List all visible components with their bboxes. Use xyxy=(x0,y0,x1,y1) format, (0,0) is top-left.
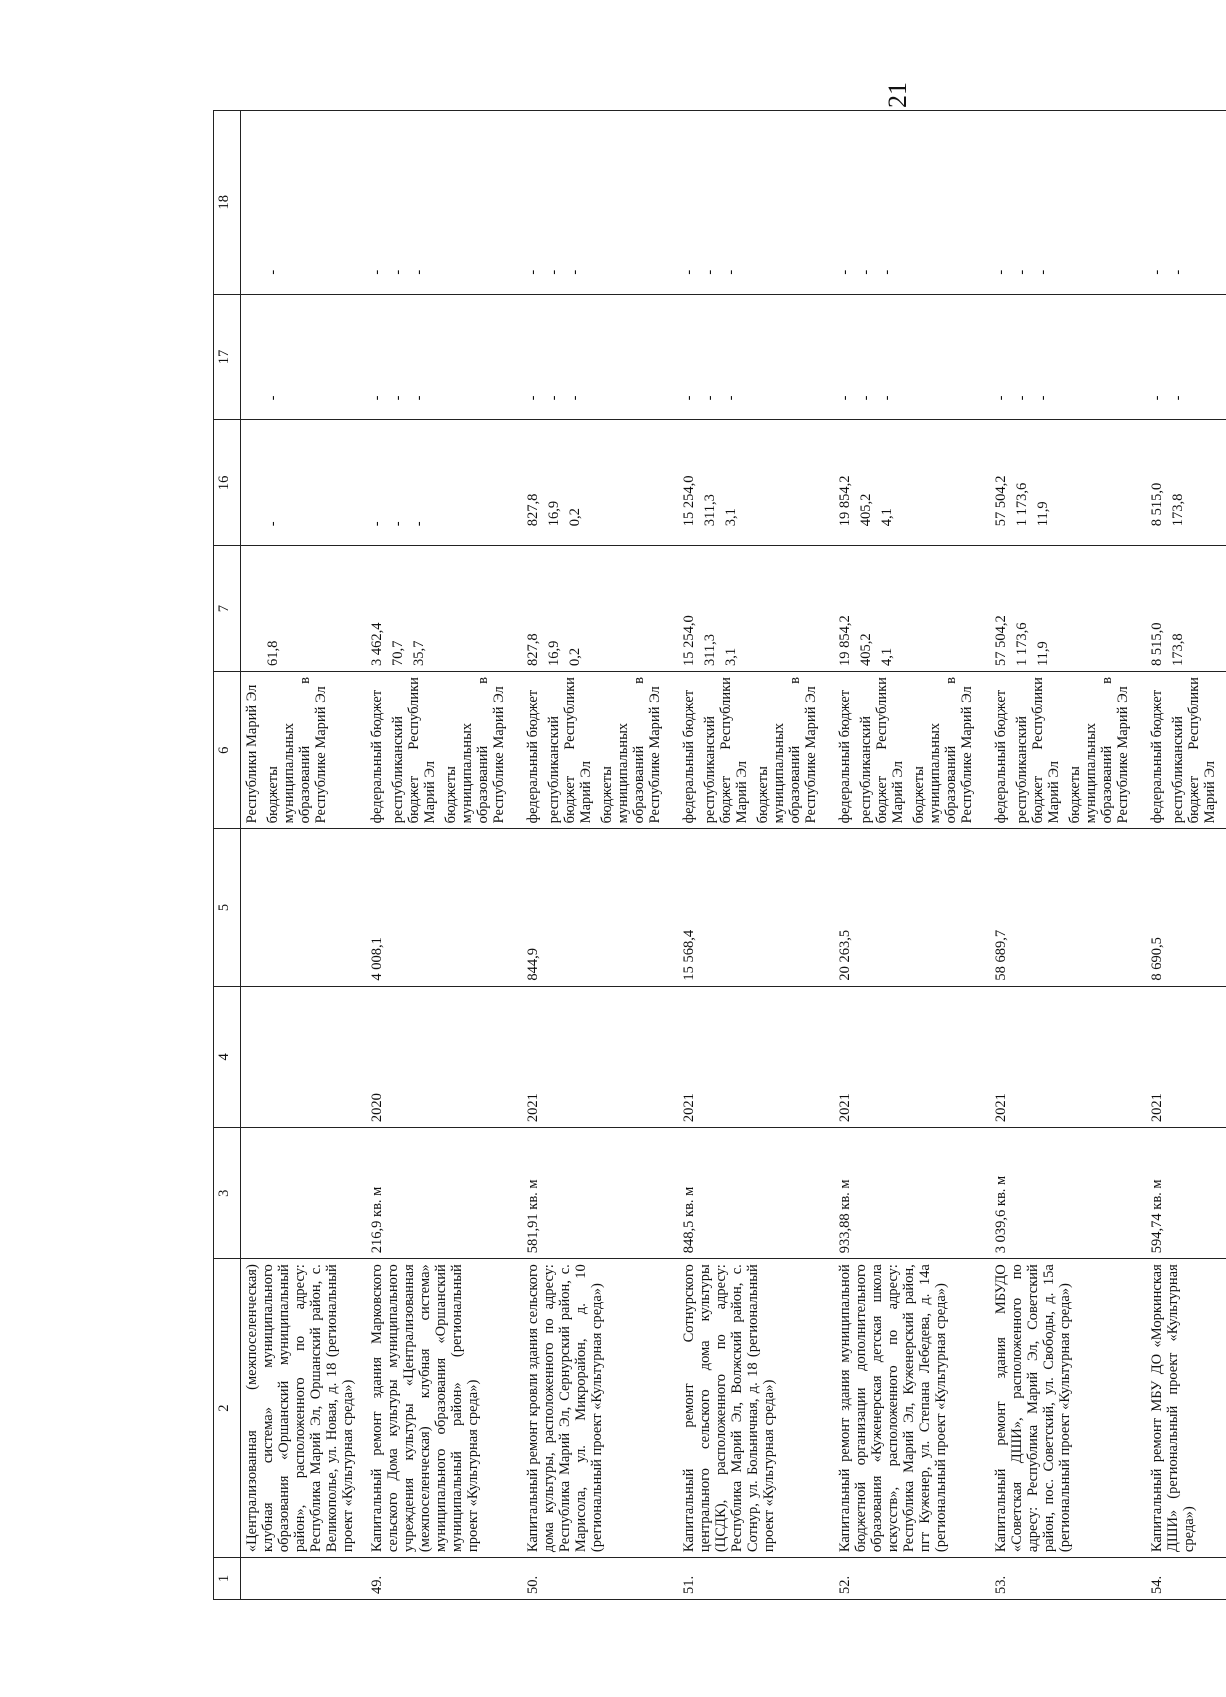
col17-cell xyxy=(241,294,360,420)
col18-cell xyxy=(827,111,983,295)
page-number: 21 xyxy=(883,82,912,108)
amount-value: 311,3 xyxy=(702,633,718,667)
col16-cell xyxy=(241,420,360,546)
amount-value: - xyxy=(390,269,406,275)
amount-value: - xyxy=(525,395,541,401)
year-cell: 2021 xyxy=(827,986,983,1128)
funding-source: бюджеты муниципальных образований в Республике Марий Эл xyxy=(1067,677,1131,824)
funding-source: федеральный бюджет xyxy=(1149,689,1165,824)
area-cell: 933,88 кв. м xyxy=(827,1128,983,1259)
amount-value: 16,9 xyxy=(546,500,562,527)
header-cell: 5 xyxy=(214,829,241,986)
amount-value: 3,1 xyxy=(723,647,739,667)
amount-value xyxy=(244,551,260,666)
amount-value: - xyxy=(390,521,406,527)
row-number-cell: 49. xyxy=(359,1558,515,1600)
funding-source: Республики Марий Эл xyxy=(244,684,260,824)
amount-value: 11,9 xyxy=(1035,641,1051,667)
col18-cell xyxy=(515,111,671,295)
amount-value: 405,2 xyxy=(858,493,874,527)
amount-value: 35,7 xyxy=(411,640,427,667)
amount-value: - xyxy=(525,269,541,275)
funding-source: федеральный бюджет xyxy=(525,689,541,824)
col18-cell xyxy=(1139,111,1226,295)
amount-value: 1 173,6 xyxy=(1014,622,1030,667)
amount-value: - xyxy=(993,269,1009,275)
year-cell: 2021 xyxy=(515,986,671,1128)
cost-cell xyxy=(241,829,360,986)
header-cell: 4 xyxy=(214,986,241,1128)
funding-source: республиканский бюджет Республики Марий Эл xyxy=(702,677,750,824)
header-cell: 17 xyxy=(214,294,241,420)
col16-cell xyxy=(827,420,983,546)
amount-value: - xyxy=(1149,269,1165,275)
amount-value: - xyxy=(1035,269,1051,275)
amount-value: 173,8 xyxy=(1170,493,1186,527)
header-cell: 16 xyxy=(214,420,241,546)
col16-cell xyxy=(671,420,827,546)
description-cell: Капитальный ремонт кровли здания сельского дома культуры, расположенного по адресу: Республика Марий Эл, Сернурский район, с. Марисола, ул. Микрорайон, д. 10 (региональный проект «Культурная среда») xyxy=(515,1259,671,1558)
amount-value: - xyxy=(411,521,427,527)
amount-value: - xyxy=(265,269,281,275)
amount-value: - xyxy=(369,395,385,401)
cost-cell: 4 008,1 xyxy=(359,829,515,986)
amount-value: 311,3 xyxy=(702,494,718,527)
amount-value: 8 515,0 xyxy=(1149,622,1165,667)
funding-source: бюджеты муниципальных образований в Республике Марий Эл xyxy=(911,677,975,824)
amount-value: 827,8 xyxy=(525,633,541,667)
header-cell: 3 xyxy=(214,1128,241,1259)
amount-value: - xyxy=(1170,395,1186,401)
funding-source: бюджеты муниципальных образований в Республике Марий Эл xyxy=(443,677,507,824)
funding-source: федеральный бюджет xyxy=(681,689,697,824)
area-cell xyxy=(241,1128,360,1259)
funding-source: республиканский бюджет Республики Марий Эл xyxy=(1170,677,1218,824)
amount-value xyxy=(244,425,260,540)
row-number-cell: 52. xyxy=(827,1558,983,1600)
amount-value: - xyxy=(1149,395,1165,401)
amount-value: - xyxy=(369,521,385,527)
amount-value: - xyxy=(1035,395,1051,401)
col18-cell xyxy=(983,111,1139,295)
table-header xyxy=(214,111,241,1600)
table-body xyxy=(241,111,1226,1600)
area-cell: 216,9 кв. м xyxy=(359,1128,515,1259)
cost-cell: 20 263,5 xyxy=(827,829,983,986)
amount-value: 70,7 xyxy=(390,640,406,667)
col7-cell xyxy=(1139,546,1226,672)
table-row xyxy=(515,111,671,1600)
amount-value: - xyxy=(265,395,281,401)
year-cell: 2021 xyxy=(671,986,827,1128)
col17-cell xyxy=(827,294,983,420)
year-cell: 2021 xyxy=(1139,986,1226,1128)
amount-value: - xyxy=(567,395,583,401)
year-cell: 2021 xyxy=(983,986,1139,1128)
funding-source: бюджеты муниципальных образований в Республике Марий Эл xyxy=(599,677,663,824)
col7-cell xyxy=(671,546,827,672)
row-number-cell: 50. xyxy=(515,1558,671,1600)
amount-value: 1 173,6 xyxy=(1014,482,1030,527)
amount-value: - xyxy=(546,269,562,275)
amount-value: - xyxy=(681,395,697,401)
col16-cell xyxy=(1139,420,1226,546)
col18-cell xyxy=(241,111,360,295)
col7-cell xyxy=(827,546,983,672)
amount-value: - xyxy=(1014,395,1030,401)
amount-value: 405,2 xyxy=(858,633,874,667)
amount-value: - xyxy=(567,269,583,275)
funding-source: республиканский бюджет Республики Марий Эл xyxy=(1014,677,1062,824)
area-cell: 594,74 кв. м xyxy=(1139,1128,1226,1259)
col17-cell xyxy=(515,294,671,420)
amount-value: 0,2 xyxy=(567,647,583,667)
amount-value: - xyxy=(702,269,718,275)
amount-value: 57 504,2 xyxy=(993,615,1009,667)
amount-value: 19 854,2 xyxy=(837,615,853,667)
funding-source: федеральный бюджет xyxy=(993,689,1009,824)
amount-value: - xyxy=(369,269,385,275)
cost-cell: 58 689,7 xyxy=(983,829,1139,986)
table-row xyxy=(1139,111,1226,1600)
amount-value: 4,1 xyxy=(879,647,895,667)
sources-cell xyxy=(827,672,983,829)
amount-value: - xyxy=(1170,269,1186,275)
sources-cell xyxy=(983,672,1139,829)
amount-value: - xyxy=(546,395,562,401)
year-cell xyxy=(241,986,360,1128)
amount-value: - xyxy=(681,269,697,275)
amount-value xyxy=(244,300,260,415)
amount-value: 57 504,2 xyxy=(993,475,1009,527)
budget-table xyxy=(213,110,1226,1600)
col18-cell xyxy=(671,111,827,295)
col17-cell xyxy=(671,294,827,420)
header-cell: 2 xyxy=(214,1259,241,1558)
sources-cell xyxy=(359,672,515,829)
funding-source: республиканский бюджет Республики Марий Эл xyxy=(858,677,906,824)
col16-cell xyxy=(359,420,515,546)
col7-cell xyxy=(241,546,360,672)
amount-value: 15 254,0 xyxy=(681,475,697,527)
col16-cell xyxy=(983,420,1139,546)
row-number-cell xyxy=(241,1558,360,1600)
description-cell: «Централизованная (межпоселенческая) клубная система» муниципального образования «Оршанский муниципальный район», расположенного по адресу: Республика Марий Эл, Оршанский район, с. Великополье, ул. Новая, д. 18 (региональный проект «Культурная среда») xyxy=(241,1259,360,1558)
header-cell: 6 xyxy=(214,672,241,829)
col17-cell xyxy=(359,294,515,420)
description-cell: Капитальный ремонт здания муниципальной бюджетной организации дополнительного образования «Куженерская детская школа искусств», расположенного по адресу: Республика Марий Эл, Куженерский район, пгт Куженер, ул. Степана Лебедева, д. 14а (региональный проект «Культурная среда») xyxy=(827,1259,983,1558)
amount-value: 3,1 xyxy=(723,508,739,527)
funding-source: республиканский бюджет Республики Марий Эл xyxy=(390,677,438,824)
amount-value: 61,8 xyxy=(265,640,281,667)
sources-cell xyxy=(671,672,827,829)
description-cell: Капитальный ремонт МБУ ДО «Моркинская ДШИ» (региональный проект «Культурная среда») xyxy=(1139,1259,1226,1558)
cost-cell: 8 690,5 xyxy=(1139,829,1226,986)
amount-value: - xyxy=(858,395,874,401)
header-cell: 1 xyxy=(214,1558,241,1600)
amount-value: 0,2 xyxy=(567,508,583,527)
funding-source: бюджеты муниципальных образований в Республике Марий Эл xyxy=(755,677,819,824)
amount-value: - xyxy=(879,269,895,275)
amount-value: 16,9 xyxy=(546,640,562,667)
year-cell: 2020 xyxy=(359,986,515,1128)
table-row xyxy=(671,111,827,1600)
amount-value: - xyxy=(390,395,406,401)
table-row xyxy=(827,111,983,1600)
amount-value: - xyxy=(837,269,853,275)
col16-cell xyxy=(515,420,671,546)
amount-value: - xyxy=(723,395,739,401)
cost-cell: 844,9 xyxy=(515,829,671,986)
amount-value: - xyxy=(702,395,718,401)
description-cell: Капитальный ремонт здания Марковского сельского Дома культуры муниципального учреждения культуры «Централизованная (межпоселенческая) клубная система» муниципального образования «Оршанский муниципальный район» (региональный проект «Культурная среда») xyxy=(359,1259,515,1558)
amount-value: 15 254,0 xyxy=(681,615,697,667)
area-cell: 3 039,6 кв. м xyxy=(983,1128,1139,1259)
sources-cell xyxy=(241,672,360,829)
amount-value: 19 854,2 xyxy=(837,475,853,527)
col7-cell xyxy=(359,546,515,672)
amount-value xyxy=(244,116,260,289)
funding-source: федеральный бюджет xyxy=(837,689,853,824)
cost-cell: 15 568,4 xyxy=(671,829,827,986)
amount-value: - xyxy=(265,521,281,527)
amount-value: - xyxy=(879,395,895,401)
table-row-continuation xyxy=(241,111,360,1600)
amount-value: 8 515,0 xyxy=(1149,482,1165,527)
sources-cell xyxy=(515,672,671,829)
col18-cell xyxy=(359,111,515,295)
funding-source: бюджеты муниципальных образований в Республике Марий Эл xyxy=(265,677,329,824)
funding-source: республиканский бюджет Республики Марий Эл xyxy=(546,677,594,824)
amount-value: - xyxy=(993,395,1009,401)
header-cell: 18 xyxy=(214,111,241,295)
table-row xyxy=(359,111,515,1600)
amount-value: - xyxy=(411,269,427,275)
amount-value: - xyxy=(1014,269,1030,275)
area-cell: 581,91 кв. м xyxy=(515,1128,671,1259)
area-cell: 848,5 кв. м xyxy=(671,1128,827,1259)
amount-value: 11,9 xyxy=(1035,501,1051,527)
col17-cell xyxy=(983,294,1139,420)
amount-value: 173,8 xyxy=(1170,633,1186,667)
col7-cell xyxy=(515,546,671,672)
col7-cell xyxy=(983,546,1139,672)
amount-value: - xyxy=(411,395,427,401)
description-cell: Капитальный ремонт здания МБУДО «Советская ДШИ», расположенного по адресу: Республика Марий Эл, Советский район, пос. Советский, ул. Свободы, д. 15а (региональный проект «Культурная среда») xyxy=(983,1259,1139,1558)
row-number-cell: 51. xyxy=(671,1558,827,1600)
row-number-cell: 54. xyxy=(1139,1558,1226,1600)
funding-source: федеральный бюджет xyxy=(369,689,385,824)
amount-value: - xyxy=(837,395,853,401)
rotated-table-container xyxy=(213,110,1218,1600)
table-row xyxy=(983,111,1139,1600)
col17-cell xyxy=(1139,294,1226,420)
amount-value: - xyxy=(858,269,874,275)
header-cell: 7 xyxy=(214,546,241,672)
amount-value: - xyxy=(723,269,739,275)
amount-value: 3 462,4 xyxy=(369,622,385,667)
sources-cell xyxy=(1139,672,1226,829)
row-number-cell: 53. xyxy=(983,1558,1139,1600)
amount-value: 4,1 xyxy=(879,508,895,527)
amount-value: 827,8 xyxy=(525,493,541,527)
description-cell: Капитальный ремонт Сотнурского центрального сельского дома культуры (ЦСДК), расположенного по адресу: Республика Марий Эл, Волжский район, с. Сотнур, ул. Больничная, д. 18 (региональный проект «Культурная среда») xyxy=(671,1259,827,1558)
